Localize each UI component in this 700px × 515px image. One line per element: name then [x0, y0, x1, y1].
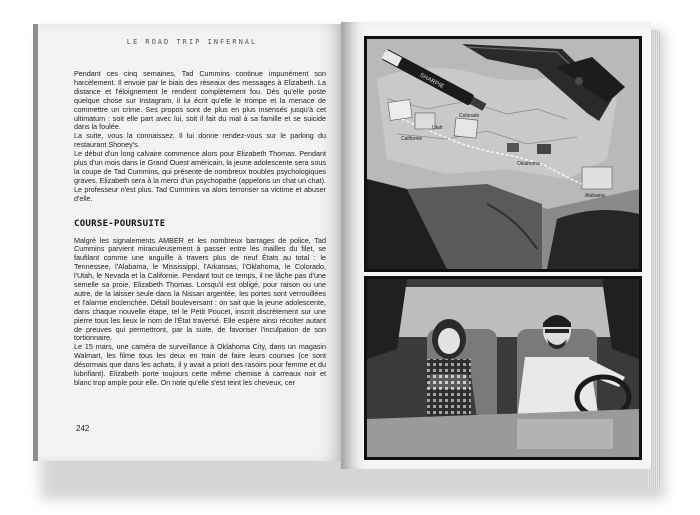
map-label: Alabama — [585, 193, 605, 199]
comic-panel-car — [364, 276, 642, 460]
pen-label: SHARPIE — [418, 72, 445, 91]
paragraph: Le 15 mars, une caméra de surveillance à Oklahoma City, dans un magasin Walmart, les filme tous les deux en train de faire leurs courses (ce sont désormais que dans les achats, il y avait a priori des rasoirs pour femme et du lubrifiant). Elizabeth porte toujours cette même chemise à carreaux noir et blanc trop ample pour elle. On note qu'elle s'est teint les cheveux, cer — [74, 342, 326, 387]
page-number: 242 — [76, 424, 90, 433]
open-book — [30, 22, 662, 500]
comic-panel-map — [364, 36, 642, 272]
section-title: COURSE-POURSUITE — [74, 218, 166, 229]
map-label: Colorado — [459, 113, 480, 119]
running-header: LE ROAD TRIP INFERNAL — [126, 38, 258, 46]
windshield — [377, 287, 629, 337]
right-page — [341, 22, 651, 469]
photo-marker — [582, 167, 612, 189]
paragraph: La suite, vous la connaissez. Il lui donne rendez-vous sur le parking du restaurant Shoney's. — [74, 131, 326, 150]
map-label: Utah — [432, 125, 443, 131]
photo-marker — [454, 118, 478, 138]
landmark-marker — [537, 144, 551, 154]
landmark-marker — [507, 143, 519, 152]
photo-marker — [388, 100, 412, 121]
paragraph: Pendant ces cinq semaines, Tad Cummins continue impunément son harcèlement. Il envoie par le biais des réseaux des messages à Elizabeth. La distance et l'éloignement le rendent complètement fou. Dès qu'elle poste quelque chose sur Instagram, il lui écrit qu'elle le trompe et la menace de commettre un crime. Ses propos sont de plus en plus insensés jusqu'à cet ultimatum : soit elle part avec lui, soit il fait du mal à sa famille et se suicide dans la foulée. — [74, 69, 326, 132]
map-label: Oklahoma — [517, 161, 540, 167]
car-illustration — [367, 279, 639, 457]
map-label: Californie — [401, 136, 423, 142]
left-page — [33, 24, 346, 461]
paragraph: Malgré les signalements AMBER et les nombreux barrages de police, Tad Cummins parvient miraculeusement à passer entre les mailles du filet, se faufilant comme une anguille à travers plus de neuf États au total : le Tennessee, l'Alabama, le Mississippi, l'Arkansas, l'Oklahoma, le Colorado, l'Utah, le Nevada et la Californie. Pendant tout ce temps, il ne lâche pas d'une semelle sa proie, Elizabeth Thomas. Lorsqu'il est obligé, pour raison ou une autre, de la laisser seule dans la Nissan argentée, les portes sont verrouillées et l'alarme enclenchée. Détail bouleversant : on sait que la jeune adolescente, dans chaque nouvelle étape, tel le Petit Poucet, inscrit discrètement sur une pierre tous les lieux le nom de l'État traversé. Elle espère ainsi récolter autant de preuves qui permettront, par la suite, de favoriser l'inculpation de son tortionnaire. — [74, 235, 326, 343]
paragraph: Le début d'un long calvaire commence alors pour Elizabeth Thomas. Pendant plus d'un mois dans le Grand Ouest américain, la jeune adolescente sera sous la coupe de Tad Cummins, qui présente de nombreux troubles psychologiques graves. Elizabeth sera à la merci d'un psychopathe (appelons un chat un chat). Le professeur n'est plus. Tad Cummins va alors terroriser sa victime et abuser d'elle. — [74, 149, 326, 203]
map-illustration — [367, 39, 639, 269]
page-text — [74, 70, 326, 388]
